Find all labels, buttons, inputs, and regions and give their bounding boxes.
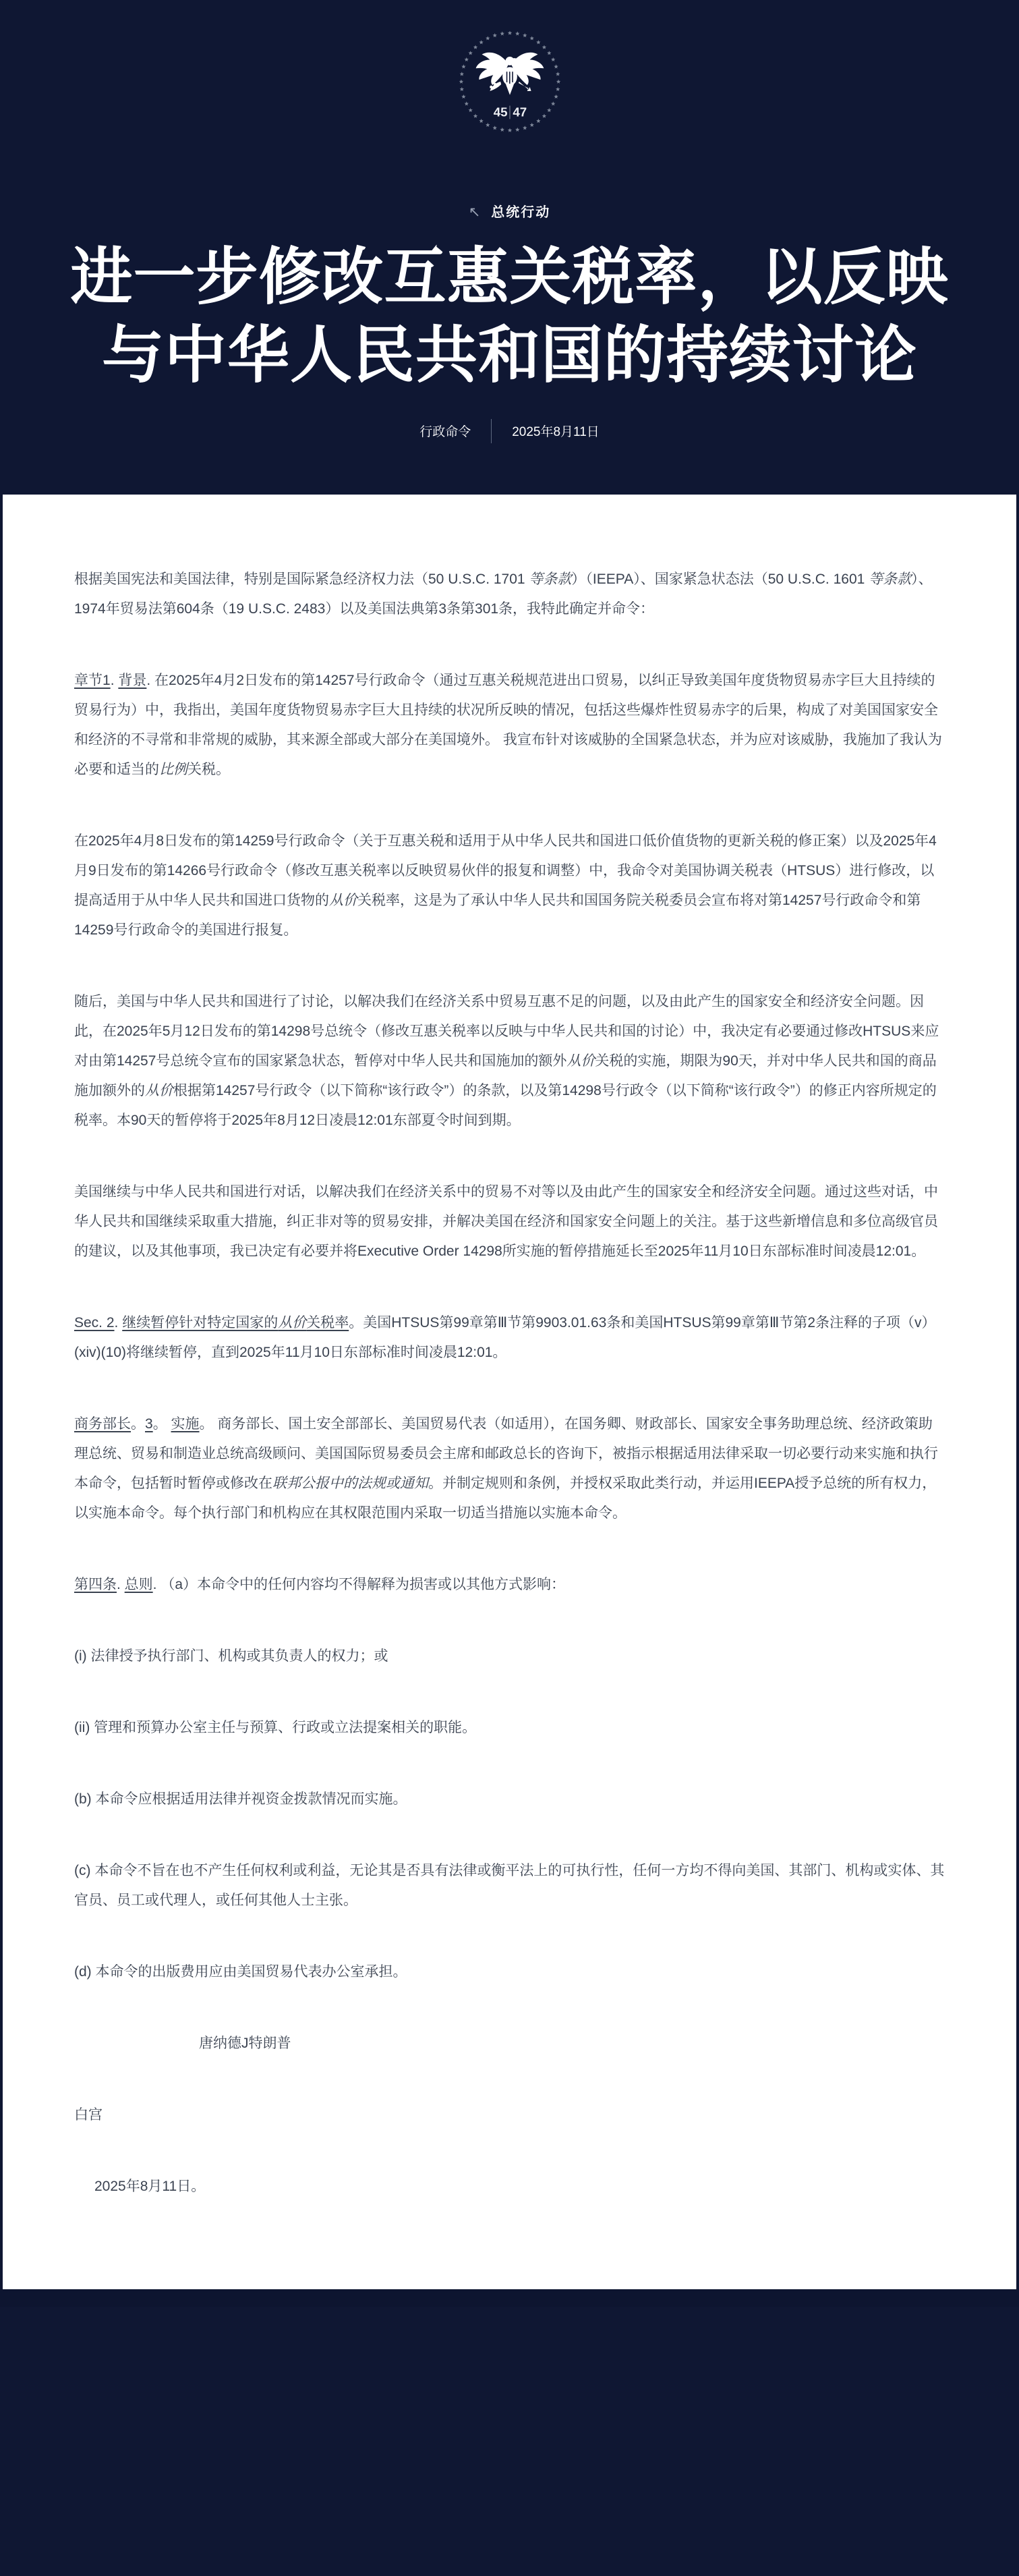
paragraph: Sec. 2. 继续暂停针对特定国家的从价关税率。美国HTSUS第99章第Ⅲ节第9903.01.63条和美国HTSUS第99章第Ⅲ节第2条注释的子项（v）(xiv)(10)将继续暂停，直到2025年11月10日东部标准时间凌晨12:01。 bbox=[74, 1314, 936, 1360]
paragraph: (c) 本命令不旨在也不产生任何权利或利益，无论其是否具有法律或衡平法上的可执行性，任何一方均不得向美国、其部门、机构或实体、其官员、员工或代理人，或任何其他人士主张。 bbox=[74, 1862, 945, 1908]
paragraph: 章节1. 背景. 在2025年4月2日发布的第14257号行政命令（通过互惠关税规范进出口贸易，以纠正导致美国年度货物贸易赤字巨大且持续的贸易行为）中，我指出，美国年度货物贸易赤字巨大且持续的状况所反映的情况，包括这些爆炸性贸易赤字的后果，构成了对美国国家安全和经济的不寻常和非常规的威胁，其来源全部或大部分在美国境外。 我宣布针对该威胁的全国紧急状态，并为应对该威胁，我施加了我认为必要和适当的比例关税。 bbox=[74, 672, 942, 777]
page-footer bbox=[0, 2289, 1019, 2307]
paragraph: 白宫 bbox=[74, 2106, 103, 2123]
paragraph: 根据美国宪法和美国法律，特别是国际紧急经济权力法（50 U.S.C. 1701 等条款）（IEEPA）、国家紧急状态法（50 U.S.C. 1601 等条款）、1974年贸易法第604条（19 U.S.C. 2483）以及美国法典第3条第301条，我特此确定并命令： bbox=[74, 571, 933, 617]
article-card bbox=[3, 495, 1016, 2289]
shield-icon bbox=[504, 68, 516, 84]
paragraph: 商务部长。3。 实施。 商务部长、国土安全部部长、美国贸易代表（如适用），在国务卿、财政部长、国家安全事务助理总统、经济政策助理总统、贸易和制造业总统高级顾问、美国国际贸易委员会主席和邮政总长的咨询下，被指示根据适用法律采取一切必要行动来实施和执行本命令，包括暂时暂停或修改在联邦公报中的法规或通知。并制定规则和条例，并授权采取此类行动，并运用IEEPA授予总统的所有权力，以实施本命令。每个执行部门和机构应在其权限范围内采取一切适当措施以实施本命令。 bbox=[74, 1416, 938, 1521]
meta-divider bbox=[491, 419, 492, 443]
paragraph: 第四条. 总则. （a）本命令中的任何内容均不得解释为损害或以其他方式影响： bbox=[74, 1576, 566, 1592]
breadcrumb-label: 总统行动 bbox=[491, 205, 551, 220]
presidential-seal-icon bbox=[457, 31, 563, 138]
breadcrumb-link-presidential-actions[interactable] bbox=[469, 201, 551, 221]
breadcrumb bbox=[0, 138, 1019, 221]
seal-number-45: 45 bbox=[493, 105, 508, 119]
page-title bbox=[18, 238, 1002, 395]
page-title-line-1: 进一步修改互惠关税率，以反映 bbox=[70, 240, 949, 313]
paragraph: 唐纳德J特朗普 bbox=[199, 2035, 291, 2051]
article-date: 2025年8月11日 bbox=[512, 425, 600, 440]
seal-number-47: 47 bbox=[512, 105, 527, 119]
page-header bbox=[0, 31, 1019, 443]
paragraph: (d) 本命令的出版费用应由美国贸易代表办公室承担。 bbox=[74, 1963, 407, 1980]
paragraph: 2025年8月11日。 bbox=[94, 2178, 206, 2194]
paragraph: (i) 法律授予执行部门、机构或其负责人的权力；或 bbox=[74, 1648, 388, 1664]
paragraph: 随后，美国与中华人民共和国进行了讨论，以解决我们在经济关系中贸易互惠不足的问题，以及由此产生的国家安全和经济安全问题。因此，在2025年5月12日发布的第14298号总统令（修改互惠关税率以反映与中华人民共和国的讨论）中，我决定有必要通过修改HTSUS来应对由第14257号总统令宣布的国家紧急状态，暂停对中华人民共和国施加的额外从价关税的实施，期限为90天，并对中华人民共和国的商品施加额外的从价根据第14257号行政令（以下简称“该行政令”）的条款，以及第14298号行政令（以下简称“该行政令”）的修正内容所规定的税率。本90天的暂停将于2025年8月12日凌晨12:01东部夏令时间到期。 bbox=[74, 993, 939, 1128]
paragraph: (b) 本命令应根据适用法律并视资金拨款情况而实施。 bbox=[74, 1791, 407, 1807]
article-meta bbox=[0, 419, 1019, 443]
article-category: 行政命令 bbox=[419, 425, 471, 440]
article-body bbox=[74, 565, 945, 2202]
paragraph: 美国继续与中华人民共和国进行对话，以解决我们在经济关系中的贸易不对等以及由此产生的国家安全和经济安全问题。通过这些对话，中华人民共和国继续采取重大措施，纠正非对等的贸易安排，并解决美国在经济和国家安全问题上的关注。基于这些新增信息和多位高级官员的建议，以及其他事项，我已决定有必要并将Executive Order 14298所实施的暂停措施延长至2025年11月10日东部标准时间凌晨12:01。 bbox=[74, 1183, 938, 1259]
paragraph: (ii) 管理和预算办公室主任与预算、行政或立法提案相关的职能。 bbox=[74, 1719, 477, 1735]
page-title-line-2: 与中华人民共和国的持续讨论 bbox=[101, 318, 917, 391]
arrow-up-left-icon: ↖ bbox=[468, 204, 482, 220]
seal-numbers bbox=[493, 105, 526, 119]
paragraph: 在2025年4月8日发布的第14259号行政命令（关于互惠关税和适用于从中华人民共和国进口低价值货物的更新关税的修正案）以及2025年4月9日发布的第14266号行政命令（修改互惠关税率以反映贸易伙伴的报复和调整）中，我命令对美国协调关税表（HTSUS）进行修改，以提高适用于从中华人民共和国进口货物的从价关税率，这是为了承认中华人民共和国国务院关税委员会宣布将对第14257号行政命令和第14259号行政命令的美国进行报复。 bbox=[74, 833, 937, 938]
